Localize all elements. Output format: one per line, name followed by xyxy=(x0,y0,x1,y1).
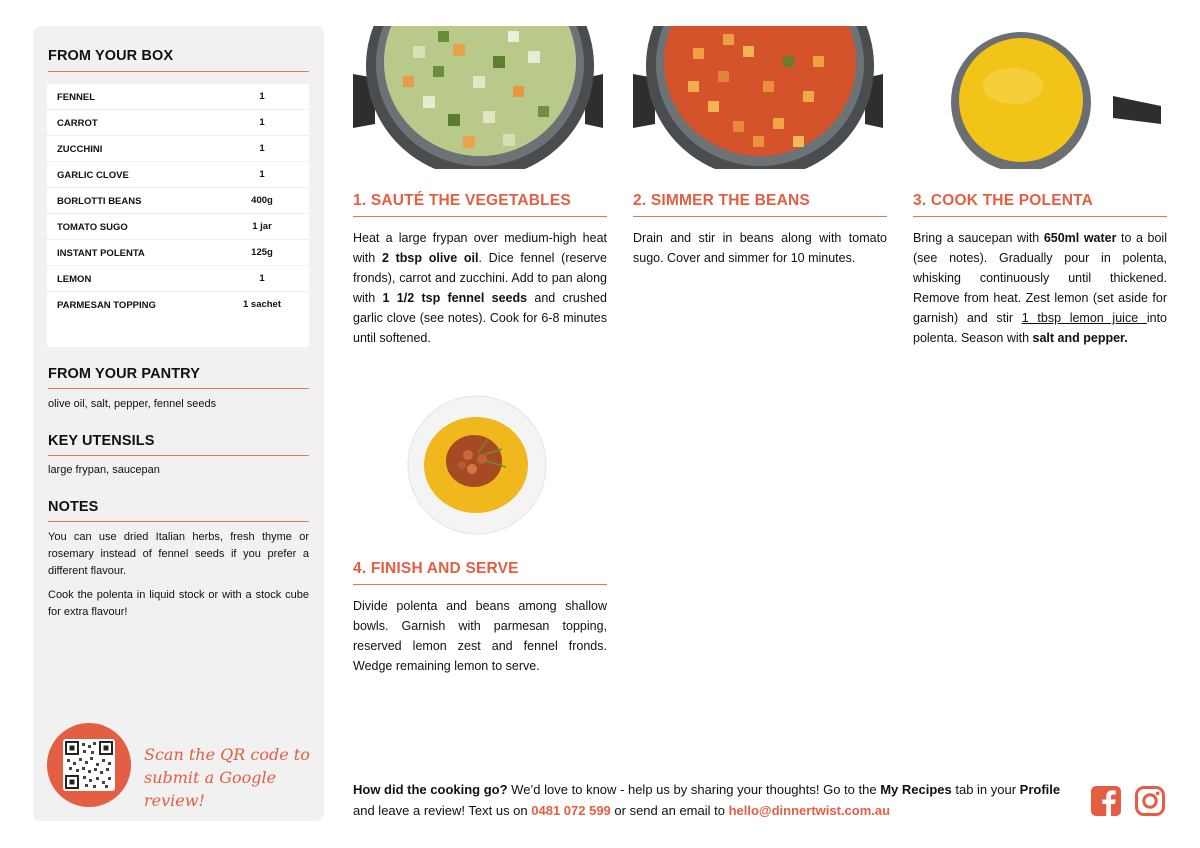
ingredient-qty: 1 xyxy=(259,91,265,102)
ingredients-sidebar xyxy=(33,26,324,821)
ingredient-qty: 1 xyxy=(259,143,265,154)
step-2-title: 2. SIMMER THE BEANS xyxy=(633,192,810,209)
table-row xyxy=(47,162,309,188)
table-row xyxy=(47,84,309,110)
table-row xyxy=(47,240,309,266)
text-run: Drain and stir in beans along with tomato sugo. Cover and simmer for 10 minutes. xyxy=(633,231,887,265)
ingredient-qty: 1 sachet xyxy=(242,299,282,310)
divider xyxy=(48,71,309,72)
text-run: Divide polenta and beans among shallow bowls. Garnish with parmesan topping, reserved lemon zest and fennel fronds. Wedge remaining lemon to serve. xyxy=(353,599,607,673)
divider xyxy=(353,584,607,585)
text-run: 1 1/2 tsp fennel seeds xyxy=(382,291,528,305)
step-3-body xyxy=(913,228,1167,348)
text-run: We’d love to know - help us by sharing your thoughts! Go to the xyxy=(507,782,881,797)
table-row xyxy=(47,188,309,214)
ingredient-qty: 125g xyxy=(251,247,273,258)
text-run: 2 tbsp olive oil xyxy=(381,251,479,265)
ingredient-qty: 1 xyxy=(259,169,265,180)
ingredient-name: GARLIC CLOVE xyxy=(57,170,129,181)
text-run: to a boil (see notes). Gradually pour in polenta, whisking continuously until thickened. Remove from heat. Zest lemon (set aside for garnish) and stir xyxy=(913,231,1167,325)
pantry-heading: FROM YOUR PANTRY xyxy=(48,366,200,382)
step-2-photo xyxy=(633,26,887,174)
instagram-icon[interactable] xyxy=(1134,785,1166,817)
ingredient-name: INSTANT POLENTA xyxy=(57,248,145,259)
ingredient-qty: 400g xyxy=(251,195,273,206)
text-run: Profile xyxy=(1019,782,1061,797)
table-row xyxy=(47,292,309,318)
ingredient-name: ZUCCHINI xyxy=(57,144,103,155)
text-run: How did the cooking go? xyxy=(353,782,508,797)
ingredient-name: LEMON xyxy=(57,274,92,285)
ingredient-qty: 1 xyxy=(259,117,265,128)
text-run: and leave a review! Text us on xyxy=(353,803,532,818)
from-box-heading: FROM YOUR BOX xyxy=(48,48,174,64)
table-row xyxy=(47,136,309,162)
step-1-title: 1. SAUTÉ THE VEGETABLES xyxy=(353,192,571,209)
qr-code-icon xyxy=(63,739,115,791)
utensils-heading: KEY UTENSILS xyxy=(48,433,155,449)
table-row xyxy=(47,110,309,136)
notes-heading: NOTES xyxy=(48,499,99,515)
text-run: and crushed garlic clove (see notes). Cook for 6-8 minutes until softened. xyxy=(353,291,607,345)
divider xyxy=(48,521,309,522)
step-2-body xyxy=(633,228,887,268)
text-run: tab in your xyxy=(951,782,1020,797)
pantry-text: olive oil, salt, pepper, fennel seeds xyxy=(48,398,217,410)
divider xyxy=(353,216,607,217)
text-run[interactable]: hello@dinnertwist.com.au xyxy=(728,803,891,818)
text-run: 1 tbsp lemon juice xyxy=(1021,311,1147,325)
text-run: into polenta. Season with xyxy=(913,311,1167,345)
table-row xyxy=(47,266,309,292)
step-3-photo xyxy=(913,26,1167,174)
step-3-title: 3. COOK THE POLENTA xyxy=(913,192,1094,209)
ingredient-name: BORLOTTI BEANS xyxy=(57,196,142,207)
ingredient-name: TOMATO SUGO xyxy=(57,222,128,233)
text-run: 650ml water xyxy=(1043,231,1117,245)
text-run: . Dice fennel (reserve fronds), carrot and zucchini. Add to pan along with xyxy=(353,251,608,305)
divider xyxy=(913,216,1167,217)
text-run: My Recipes xyxy=(880,782,952,797)
ingredient-qty: 1 jar xyxy=(252,221,272,232)
step-4-body xyxy=(353,596,607,676)
table-row xyxy=(47,214,309,240)
notes-paragraph: You can use dried Italian herbs, fresh thyme or rosemary instead of fennel seeds if you prefer a different flavour. xyxy=(48,531,309,577)
ingredient-name: FENNEL xyxy=(57,92,95,103)
qr-code-badge[interactable] xyxy=(47,723,131,807)
divider xyxy=(48,455,309,456)
box-ingredients-table xyxy=(47,84,309,347)
step-1-photo xyxy=(353,26,607,174)
qr-caption: Scan the QR code to submit a Google review! xyxy=(144,745,310,810)
utensils-text: large frypan, saucepan xyxy=(48,464,160,476)
text-run: Heat a large frypan over medium-high heat with xyxy=(353,231,607,265)
divider xyxy=(48,388,309,389)
review-footer xyxy=(353,779,1083,821)
ingredient-name: CARROT xyxy=(57,118,98,129)
step-4-title: 4. FINISH AND SERVE xyxy=(353,560,519,577)
ingredient-name: PARMESAN TOPPING xyxy=(57,300,156,311)
text-run[interactable]: 0481 072 599 xyxy=(531,803,611,818)
notes-paragraph: Cook the polenta in liquid stock or with a stock cube for extra flavour! xyxy=(48,589,309,618)
step-4-photo xyxy=(406,395,548,540)
divider xyxy=(633,216,887,217)
ingredient-qty: 1 xyxy=(259,273,265,284)
step-1-body xyxy=(353,228,607,348)
text-run: Bring a saucepan with xyxy=(913,231,1044,245)
text-run: or send an email to xyxy=(610,803,729,818)
text-run: salt and pepper. xyxy=(1032,331,1128,345)
facebook-icon[interactable] xyxy=(1090,785,1122,817)
